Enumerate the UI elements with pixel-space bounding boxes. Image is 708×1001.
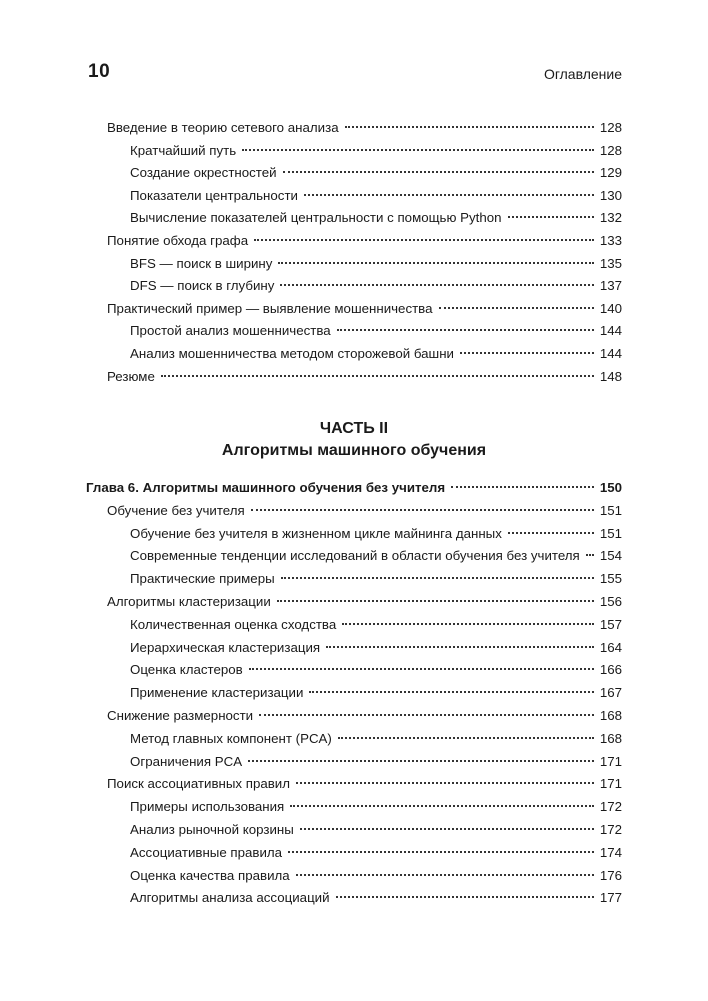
toc-entry-page: 176 <box>599 867 622 883</box>
toc-entry-title: Примеры использования <box>130 799 285 815</box>
toc-entry-page: 135 <box>599 255 622 271</box>
toc-entry-page: 151 <box>599 502 622 518</box>
dot-leader <box>296 782 594 784</box>
toc-entry[interactable] <box>130 276 622 296</box>
toc-entry[interactable] <box>130 638 622 658</box>
toc-entry-page: 150 <box>599 480 622 495</box>
toc-entry[interactable] <box>130 524 622 544</box>
toc-entry[interactable] <box>107 774 622 794</box>
toc-entry-title: Оценка качества правила <box>130 867 290 883</box>
dot-leader <box>439 307 594 309</box>
toc-entry-title: Практические примеры <box>130 571 275 587</box>
toc-entry[interactable] <box>130 729 622 749</box>
toc-entry-title: Применение кластеризации <box>130 685 304 701</box>
toc-entry-page: 166 <box>599 662 622 678</box>
toc-entry-title: Количественная оценка сходства <box>130 616 337 632</box>
toc-entry[interactable] <box>130 186 622 206</box>
toc-entry[interactable] <box>107 501 622 521</box>
dot-leader <box>296 874 594 876</box>
running-header: Оглавление <box>543 66 622 82</box>
toc-entry-page: 172 <box>599 799 622 815</box>
toc-entry-title: Обучение без учителя в жизненном цикле майнинга данных <box>130 525 502 541</box>
toc-entry-title: Ограничения PCA <box>130 753 243 769</box>
dot-leader <box>280 284 593 286</box>
dot-leader <box>586 554 594 556</box>
dot-leader <box>304 194 594 196</box>
toc-entry-page: 154 <box>599 548 622 564</box>
toc-entry-page: 171 <box>599 753 622 769</box>
toc-entry-page: 144 <box>599 323 622 339</box>
toc-entry[interactable] <box>130 866 622 886</box>
toc-entry-page: 167 <box>599 685 622 701</box>
dot-leader <box>290 805 594 807</box>
toc-entry-title: Резюме <box>107 368 155 384</box>
toc-entry-page: 157 <box>599 616 622 632</box>
toc-entry-page: 171 <box>599 776 622 792</box>
toc-entry[interactable] <box>130 752 622 772</box>
toc-entry-title: Введение в теорию сетевого анализа <box>107 120 339 135</box>
toc-entry-title: Снижение размерности <box>107 708 254 723</box>
toc-entry-title: Иерархическая кластеризация <box>130 639 321 655</box>
toc-entry-title: Простой анализ мошенничества <box>130 323 331 339</box>
toc-entry-title: Поиск ассоциативных правил <box>107 776 290 792</box>
dot-leader <box>300 828 594 830</box>
toc-entry-page: 177 <box>599 890 622 906</box>
toc-entry-title: Глава 6. Алгоритмы машинного обучения без учителя <box>86 480 446 495</box>
toc-entry[interactable] <box>130 163 622 183</box>
toc-entry[interactable] <box>107 706 622 726</box>
dot-leader <box>451 486 594 488</box>
toc-entry-title: BFS — поиск в ширину <box>130 255 273 271</box>
toc-entry-title: Анализ мошенничества методом сторожевой башни <box>130 346 454 361</box>
toc-entry-title: Оценка кластеров <box>130 662 243 678</box>
dot-leader <box>326 646 594 648</box>
toc-entry[interactable] <box>107 118 622 138</box>
toc-entry-page: 140 <box>599 300 622 316</box>
toc-entry[interactable] <box>130 208 622 228</box>
toc-entry-page: 151 <box>599 525 622 541</box>
part-label: ЧАСТЬ II <box>319 420 389 437</box>
dot-leader <box>161 375 594 377</box>
toc-entry-title: Метод главных компонент (PCA) <box>130 730 332 746</box>
toc-entry-title: Создание окрестностей <box>130 165 277 181</box>
dot-leader <box>249 668 594 670</box>
toc-entry-page: 133 <box>599 233 622 248</box>
toc-entry[interactable] <box>130 843 622 863</box>
dot-leader <box>345 126 594 128</box>
toc-entry-title: Алгоритмы кластеризации <box>107 594 271 609</box>
toc-entry-title: Понятие обхода графа <box>107 233 249 248</box>
dot-leader <box>277 600 594 602</box>
page-number: 10 <box>88 61 111 82</box>
toc-entry[interactable] <box>130 683 622 703</box>
toc-entry[interactable] <box>86 478 622 498</box>
dot-leader <box>281 577 594 579</box>
toc-entry-page: 130 <box>599 187 622 203</box>
toc-entry-title: Кратчайший путь <box>130 142 237 158</box>
toc-entry-title: Практический пример — выявление мошенничества <box>107 300 433 316</box>
toc-entry[interactable] <box>130 888 622 908</box>
toc-entry[interactable] <box>107 592 622 612</box>
dot-leader <box>242 149 594 151</box>
toc-entry-page: 168 <box>599 730 622 746</box>
toc-entry-title: Показатели центральности <box>130 187 298 203</box>
toc-entry-title: Алгоритмы анализа ассоциаций <box>130 890 330 906</box>
toc-entry-page: 155 <box>599 571 622 587</box>
toc-entry-page: 156 <box>599 594 622 609</box>
dot-leader <box>309 691 593 693</box>
toc-entry[interactable] <box>130 141 622 161</box>
toc-entry[interactable] <box>107 367 622 387</box>
toc-entry[interactable] <box>130 569 622 589</box>
dot-leader <box>254 239 594 241</box>
toc-entry-title: Обучение без учителя <box>107 502 245 518</box>
toc-entry-page: 128 <box>599 142 622 158</box>
toc-entry-title: Анализ рыночной корзины <box>130 822 294 837</box>
toc-entry[interactable] <box>107 231 622 251</box>
toc-entry[interactable] <box>130 797 622 817</box>
dot-leader <box>259 714 594 716</box>
toc-entry[interactable] <box>130 820 622 840</box>
dot-leader <box>251 509 594 511</box>
toc-entry-title: Современные тенденции исследований в области обучения без учителя <box>130 548 580 564</box>
toc-entry[interactable] <box>130 615 622 635</box>
dot-leader <box>508 216 594 218</box>
toc-entry-page: 174 <box>599 844 622 860</box>
toc-entry[interactable] <box>107 299 622 319</box>
toc-entry[interactable] <box>130 344 622 364</box>
toc-entry-title: DFS — поиск в глубину <box>130 278 275 294</box>
toc-entry-title: Вычисление показателей центральности с помощью Python <box>130 210 502 226</box>
part-heading <box>0 418 708 462</box>
toc-entry[interactable] <box>130 254 622 274</box>
dot-leader <box>248 760 594 762</box>
toc-entry-page: 168 <box>599 708 622 723</box>
dot-leader <box>508 532 594 534</box>
toc-entry-title: Ассоциативные правила <box>130 844 283 860</box>
dot-leader <box>342 623 594 625</box>
dot-leader <box>336 896 594 898</box>
toc-entry[interactable] <box>130 660 622 680</box>
toc-entry-page: 128 <box>599 120 622 135</box>
dot-leader <box>283 171 594 173</box>
toc-entry-page: 164 <box>599 639 622 655</box>
toc-entry[interactable] <box>130 321 622 341</box>
part-title: Алгоритмы машинного обучения <box>221 442 487 459</box>
dot-leader <box>288 851 594 853</box>
toc-entry-page: 148 <box>599 368 622 384</box>
toc-entry-page: 129 <box>599 165 622 181</box>
toc-entry-page: 144 <box>599 346 622 361</box>
dot-leader <box>338 737 594 739</box>
toc-entry-page: 132 <box>599 210 622 226</box>
dot-leader <box>337 329 594 331</box>
dot-leader <box>460 352 594 354</box>
toc-entry-page: 172 <box>599 822 622 837</box>
toc-entry[interactable] <box>130 546 622 566</box>
dot-leader <box>278 262 593 264</box>
toc-entry-page: 137 <box>599 278 622 294</box>
